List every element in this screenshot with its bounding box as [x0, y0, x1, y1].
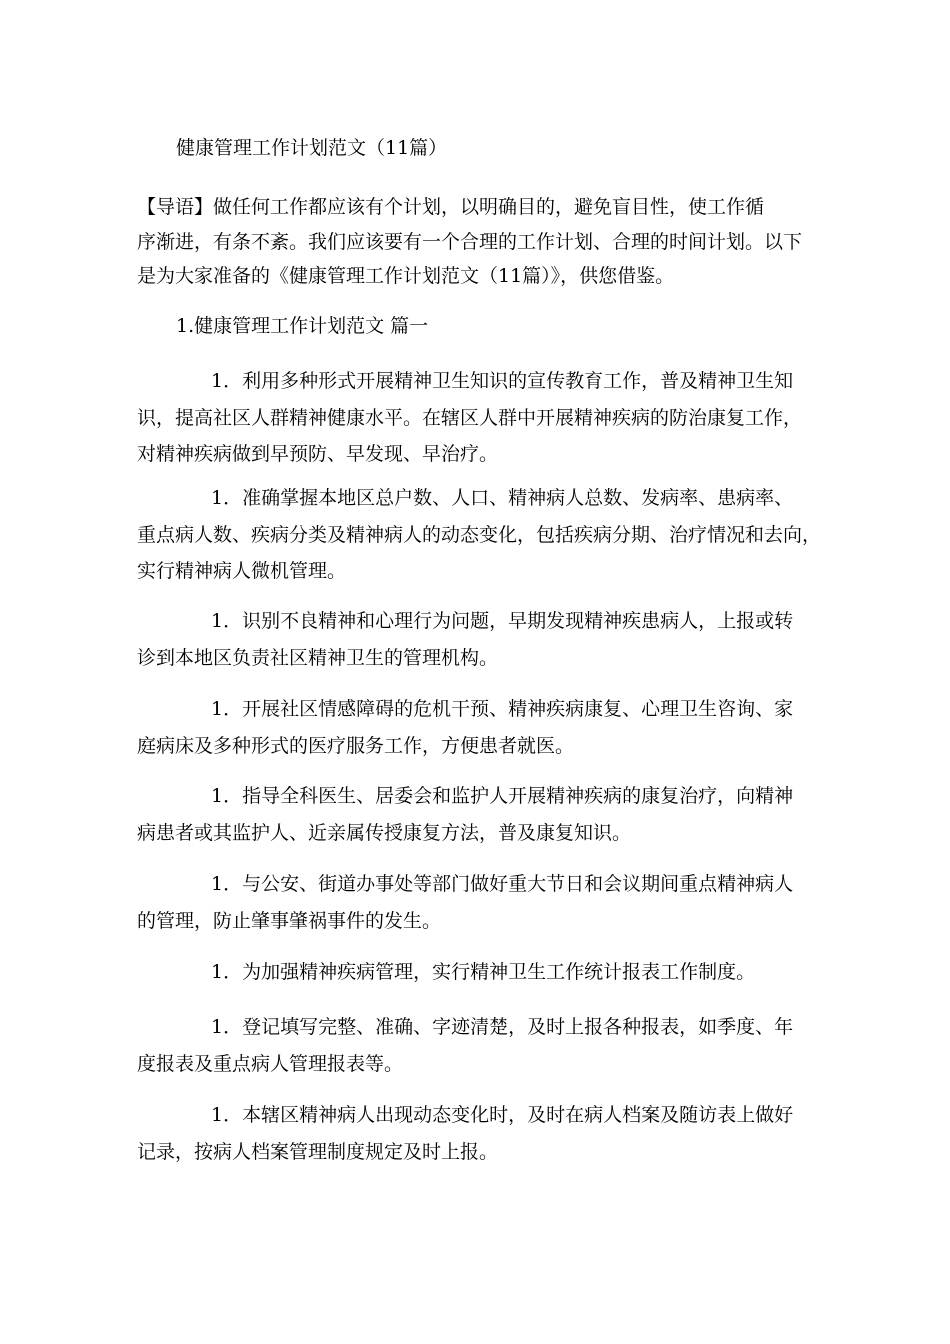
item-line: 1．识别不良精神和心理行为问题，早期发现精神疾患病人，上报或转 [211, 610, 794, 632]
item-line: 实行精神病人微机管理。 [137, 560, 347, 582]
item-line: 1．开展社区情感障碍的危机干预、精神疾病康复、心理卫生咨询、家 [211, 698, 794, 720]
intro-line: 【导语】做任何工作都应该有个计划，以明确目的，避免盲目性，使工作循 [137, 196, 765, 218]
item-line: 1．准确掌握本地区总户数、人口、精神病人总数、发病率、患病率、 [211, 487, 794, 509]
item-line: 1．利用多种形式开展精神卫生知识的宣传教育工作，普及精神卫生知 [211, 370, 794, 392]
list-item [137, 954, 827, 991]
list-item [137, 866, 827, 939]
item-line: 记录，按病人档案管理制度规定及时上报。 [137, 1140, 499, 1163]
item-line: 诊到本地区负责社区精神卫生的管理机构。 [137, 646, 499, 669]
intro-paragraph [137, 190, 827, 294]
item-line: 对精神疾病做到早预防、早发现、早治疗。 [137, 443, 499, 465]
intro-line: 是为大家准备的《健康管理工作计划范文（11篇）》，供您借鉴。 [137, 265, 675, 287]
list-item [137, 778, 827, 851]
item-line: 度报表及重点病人管理报表等。 [137, 1052, 404, 1075]
list-item [137, 480, 827, 590]
item-line: 1．登记填写完整、准确、字迹清楚，及时上报各种报表，如季度、年 [211, 1016, 794, 1038]
item-line: 庭病床及多种形式的医疗服务工作，方便患者就医。 [137, 734, 575, 757]
item-line: 1．与公安、街道办事处等部门做好重大节日和会议期间重点精神病人 [211, 873, 794, 895]
section-heading: 1.健康管理工作计划范文 篇一 [176, 315, 429, 337]
list-item [137, 691, 827, 764]
item-line: 1．指导全科医生、居委会和监护人开展精神疾病的康复治疗，向精神 [211, 785, 794, 807]
item-line: 1．本辖区精神病人出现动态变化时，及时在病人档案及随访表上做好 [211, 1104, 794, 1126]
list-item [137, 1097, 827, 1170]
item-line: 病患者或其监护人、近亲属传授康复方法，普及康复知识。 [137, 821, 632, 844]
item-line: 识，提高社区人群精神健康水平。在辖区人群中开展精神疾病的防治康复工作， [137, 406, 803, 429]
list-item [137, 603, 827, 676]
item-line: 1．为加强精神疾病管理，实行精神卫生工作统计报表工作制度。 [211, 961, 756, 983]
item-line: 重点病人数、疾病分类及精神病人的动态变化，包括疾病分期、治疗情况和去向， [137, 523, 822, 546]
item-line: 的管理，防止肇事肇祸事件的发生。 [137, 909, 442, 932]
document-title: 健康管理工作计划范文（11篇） [176, 137, 448, 159]
list-item [137, 363, 827, 473]
intro-line: 序渐进，有条不紊。我们应该要有一个合理的工作计划、合理的时间计划。以下 [137, 230, 803, 253]
list-item [137, 1009, 827, 1082]
